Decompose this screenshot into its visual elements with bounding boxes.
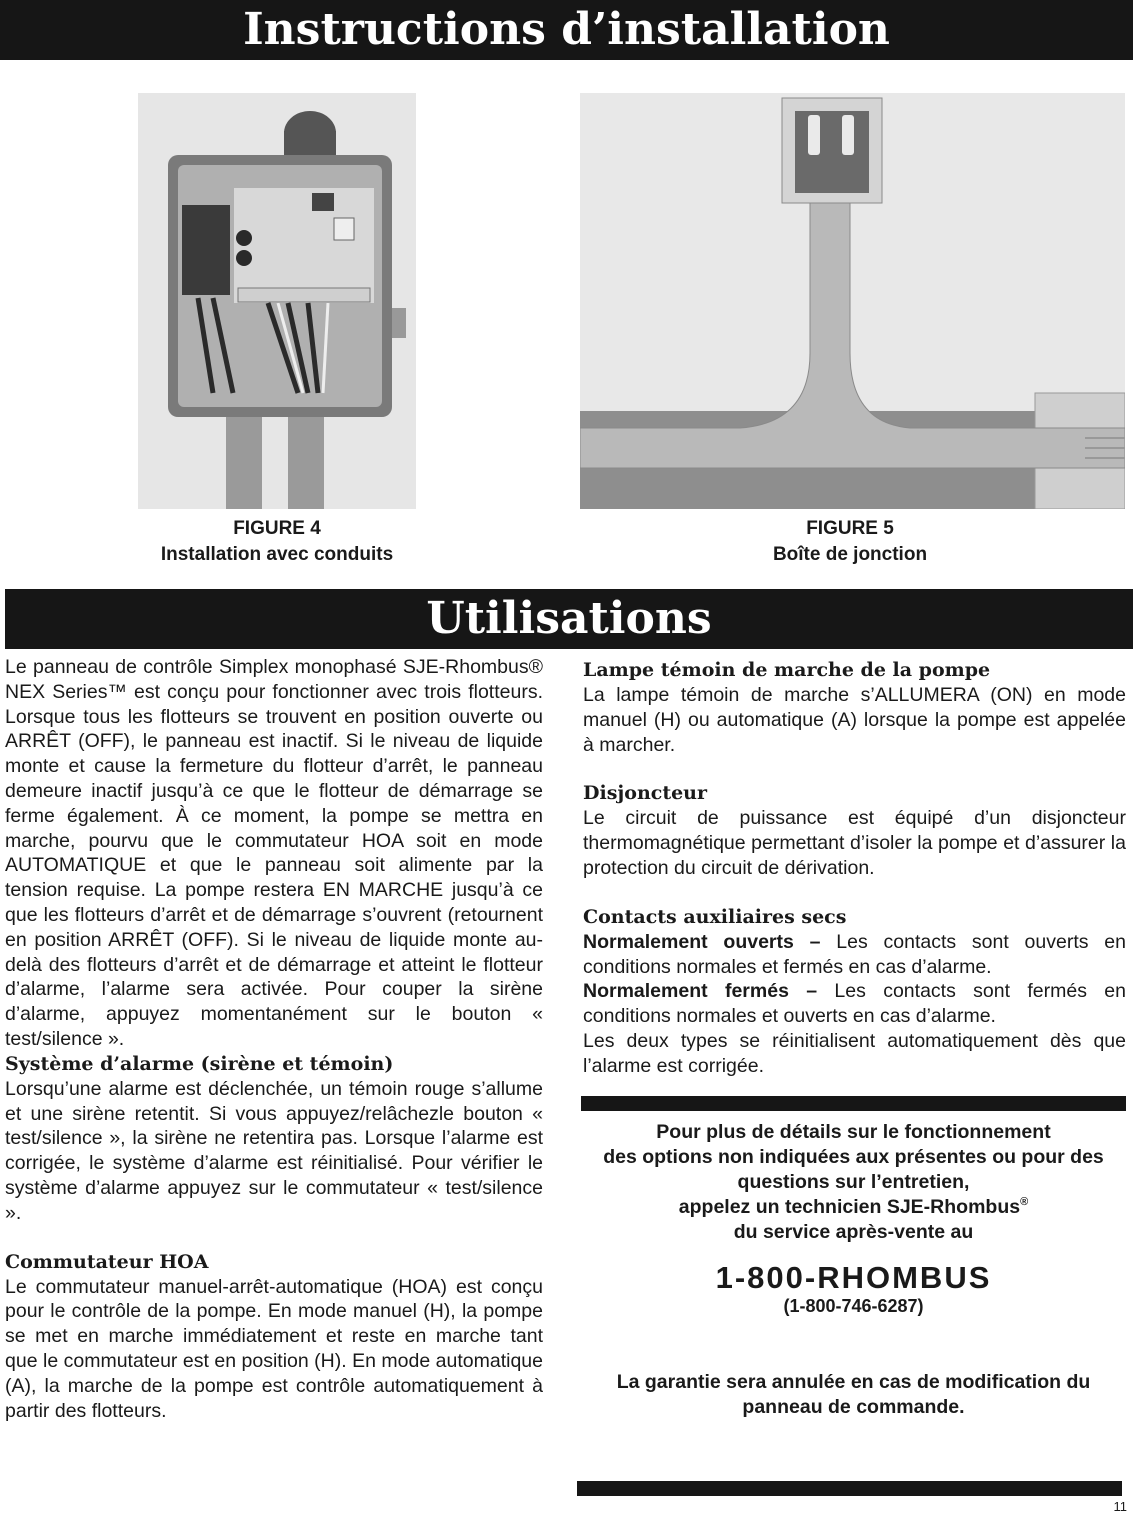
- contact-line-1: Pour plus de détails sur le fonctionnement: [656, 1121, 1051, 1143]
- run-lamp-heading: Lampe témoin de marche de la pompe: [583, 659, 991, 681]
- normally-closed-paragraph: [583, 979, 1126, 1029]
- breaker-heading: Disjoncteur: [583, 782, 708, 805]
- phone-digit-number: (1-800-746-6287): [783, 1296, 924, 1316]
- control-panel-illustration: [138, 93, 416, 509]
- divider-bar-top: [581, 1096, 1126, 1111]
- figure-4-label: FIGURE 4: [233, 518, 321, 539]
- figure-5-label: FIGURE 5: [806, 518, 894, 539]
- reset-paragraph: Les deux types se réinitialisent automatiquement dès que l’alarme est corrigée.: [583, 1029, 1126, 1077]
- phone-word-number: 1-800-RHOMBUS: [715, 1260, 992, 1295]
- intro-paragraph: Le panneau de contrôle Simplex monophasé SJE-Rhombus® NEX Series™ est conçu pour fonctionner avec trois flotteurs. Lorsque tous les flotteurs se trouvent en position ouverte ou ARRÊT (OFF), le panneau est inactif. Si le niveau de liquide monte et cause la fermeture du flotteur d’arrêt, le panneau demeure inactif jusqu’à ce que le flotteur de démarrage se ferme également. À ce moment, la pompe se mettra en marche, pourvu que le commutateur HOA soit en mode AUTOMATIQUE et que le panneau soit alimente par la tension requise. La pompe restera EN MARCHE jusqu’à ce que les flotteurs d’arrêt et de démarrage s’ouvrent (retournent en position ARRÊT (OFF). Si le niveau de liquide monte au-delà des flotteurs d’arrêt et de démarrage et atteint le flotteur d’alarme, l’alarme sera activée. Pour couper la sirène d’alarme, appuyez momentanément sur le bouton « test/silence ».: [5, 656, 543, 1050]
- figure-4-caption: [100, 516, 454, 568]
- normally-open-label: Normalement ouverts –: [583, 930, 821, 953]
- contact-line-4: du service après-vente au: [733, 1221, 974, 1243]
- alarm-system-paragraph: Lorsqu’une alarme est déclenchée, un témoin rouge s’allume et une sirène retentit. Si vous appuyez/relâchezle bouton « test/silence », la sirène ne retentira pas. Lorsque l’alarme est corrigée, le système d’alarme est réinitialisé. Pour vérifier le système d’alarme appuyez sur le commutateur « test/silence ».: [5, 1077, 543, 1224]
- right-column: [583, 658, 1126, 1079]
- normally-closed-text: Les contacts sont fermés en conditions normales et ouverts en cas d’alarme.: [583, 980, 1126, 1028]
- figure-4-description: Installation avec conduits: [160, 544, 394, 565]
- figure-5-caption: [600, 516, 1100, 568]
- warranty-notice: La garantie sera annulée en cas de modification du panneau de commande.: [616, 1371, 1091, 1418]
- hoa-switch-heading: Commutateur HOA: [5, 1250, 209, 1273]
- alarm-system-heading: Système d’alarme (sirène et témoin): [5, 1052, 394, 1075]
- run-lamp-paragraph: La lampe témoin de marche s’ALLUMERA (ON) en mode manuel (H) ou automatique (A) lorsque la pompe est appelée à marcher.: [583, 684, 1126, 756]
- divider-bar-bottom: [577, 1481, 1122, 1496]
- junction-box-illustration: [580, 93, 1125, 509]
- normally-closed-label: Normalement fermés –: [583, 980, 818, 1003]
- page-title: Instructions d’installation: [0, 0, 1133, 60]
- figure-4-conduit-installation-image: [138, 93, 416, 509]
- normally-open-paragraph: [583, 930, 1126, 980]
- aux-contacts-heading: Contacts auxiliaires secs: [583, 905, 847, 928]
- registered-mark: ®: [1020, 1196, 1029, 1208]
- service-contact-block: [581, 1120, 1126, 1245]
- breaker-paragraph: Le circuit de puissance est équipé d’un disjoncteur thermomagnétique permettant d’isoler la pompe et d’assurer la protection du circuit de dérivation.: [583, 807, 1126, 879]
- page-number: 11: [1113, 1499, 1127, 1514]
- left-column: [5, 655, 543, 1423]
- hoa-switch-paragraph: Le commutateur manuel-arrêt-automatique (HOA) est conçu pour le contrôle de la pompe. En mode manuel (H), la pompe se met en marche immédiatement et reste en marche tant que le commutateur est en position (H). En mode automatique (A), la marche de la pompe est contrôle automatiquement à partir des flotteurs.: [5, 1275, 543, 1422]
- section-title: Utilisations: [5, 589, 1133, 649]
- contact-line-3: appelez un technicien SJE-Rhombus®: [678, 1196, 1029, 1218]
- normally-open-text: Les contacts sont ouverts en conditions normales et fermés en cas d’alarme.: [583, 930, 1126, 978]
- figure-5-junction-box-image: [580, 93, 1125, 509]
- contact-line-2: des options non indiquées aux présentes ou pour des questions sur l’entretien,: [603, 1146, 1104, 1193]
- figure-5-description: Boîte de jonction: [772, 544, 928, 565]
